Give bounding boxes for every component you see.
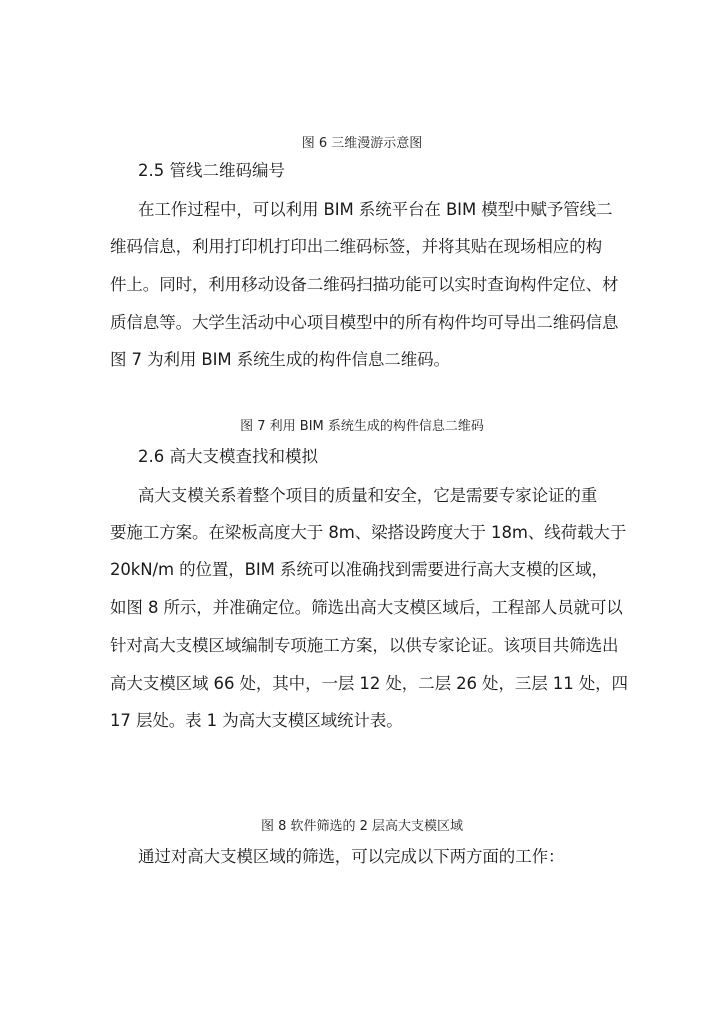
paragraph-1-line: 件上。同时，利用移动设备二维码扫描功能可以实时查询构件定位、材 (110, 275, 619, 294)
paragraph-2-line: 要施工方案。在梁板高度大于 8m、梁搭设跨度大于 18m、线荷载大于 (110, 523, 627, 542)
figure-8-caption: 图 8 软件筛选的 2 层高大支模区域 (260, 819, 464, 834)
paragraph-2-line: 如图 8 所示，并准确定位。筛选出高大支模区域后，工程部人员就可以 (110, 598, 623, 617)
paragraph-1-line: 在工作过程中，可以利用 BIM 系统平台在 BIM 模型中赋予管线二 (138, 200, 613, 219)
section-2-6-heading: 2.6 高大支模查找和模拟 (138, 447, 318, 466)
paragraph-1-line: 图 7 为利用 BIM 系统生成的构件信息二维码。 (110, 350, 450, 369)
paragraph-1-line: 维码信息，利用打印机打印出二维码标签，并将其贴在现场相应的构 (110, 237, 603, 256)
paragraph-2-line: 针对高大支模区域编制专项施工方案，以供专家论证。该项目共筛选出 (110, 636, 619, 655)
figure-7-caption: 图 7 利用 BIM 系统生成的构件信息二维码 (240, 419, 484, 434)
section-2-5-heading: 2.5 管线二维码编号 (138, 161, 285, 180)
paragraph-2-line: 20kN/m 的位置，BIM 系统可以准确找到需要进行高大支模的区域， (110, 560, 608, 579)
paragraph-2-line: 高大支模关系着整个项目的质量和安全，它是需要专家论证的重 (138, 486, 598, 505)
paragraph-1-line: 质信息等。大学生活动中心项目模型中的所有构件均可导出二维码信息 (110, 313, 619, 332)
figure-6-caption: 图 6 三维漫游示意图 (301, 136, 423, 151)
paragraph-2-line: 高大支模区域 66 处，其中，一层 12 处，二层 26 处，三层 11 处，四 (110, 674, 628, 693)
paragraph-3-line: 通过对高大支模区域的筛选，可以完成以下两方面的工作： (138, 847, 565, 866)
paragraph-2-line: 17 层处。表 1 为高大支模区域统计表。 (110, 711, 403, 730)
